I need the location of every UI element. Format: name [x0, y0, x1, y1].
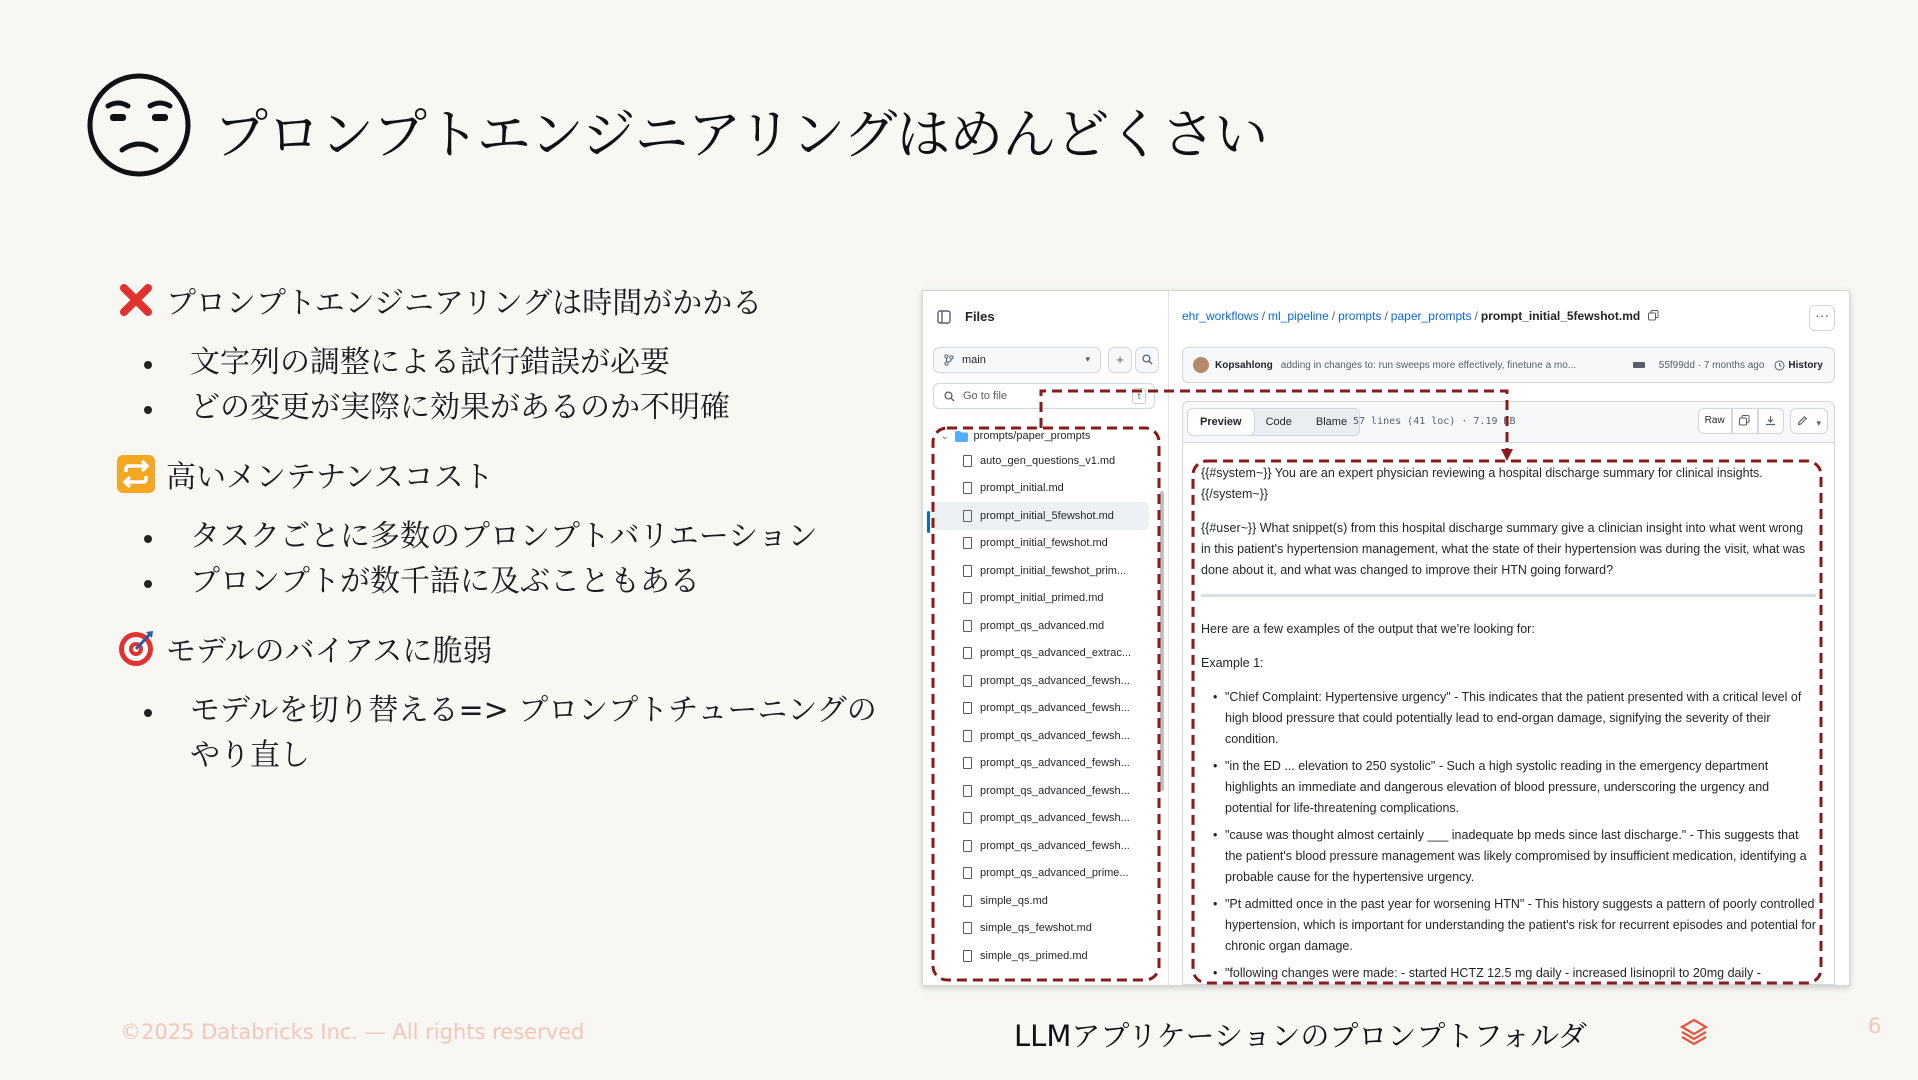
- file-name: simple_qs_primed.md: [980, 949, 1088, 962]
- commit-details-icon[interactable]: [1633, 362, 1645, 368]
- file-icon: [963, 757, 972, 769]
- section-heading: プロンプトエンジニアリングは時間がかかる: [166, 286, 763, 321]
- commit-message[interactable]: adding in changes to: run sweeps more effectively, finetune a mo...: [1280, 359, 1577, 371]
- list-item: モデルを切り替える=> プロンプトチューニングのやり直し: [116, 688, 906, 778]
- folder-name: prompts/paper_prompts: [973, 430, 1091, 442]
- file-icon: [963, 895, 972, 907]
- raw-button[interactable]: Raw: [1698, 408, 1732, 434]
- file-name: prompt_qs_advanced_fewsh...: [980, 757, 1130, 770]
- breadcrumb-link[interactable]: ml_pipeline: [1268, 309, 1329, 323]
- search-icon: [944, 391, 955, 402]
- file-icon: [963, 510, 972, 522]
- repeat-icon: [116, 454, 156, 494]
- tab-preview[interactable]: Preview: [1187, 408, 1255, 436]
- history-link[interactable]: History: [1788, 359, 1823, 371]
- branch-selector[interactable]: [933, 347, 1101, 373]
- file-name: prompt_qs_advanced_fewsh...: [980, 702, 1130, 715]
- tree-file-item[interactable]: [933, 750, 1149, 778]
- list-item: タスクごとに多数のプロンプトバリエーション: [116, 514, 906, 559]
- selected-indicator: [927, 511, 930, 533]
- cross-mark-icon: [116, 280, 156, 320]
- file-main-area: [1170, 291, 1849, 985]
- current-file-name: prompt_initial_5fewshot.md: [1480, 309, 1641, 323]
- tree-file-item[interactable]: [933, 667, 1149, 695]
- markdown-preview: [1182, 443, 1835, 985]
- github-file-view-screenshot: [922, 290, 1850, 986]
- tree-file-item[interactable]: [933, 447, 1149, 475]
- tree-folder[interactable]: [933, 425, 1149, 447]
- list-item: • "Chief Complaint: Hypertensive urgency" - This indicates that the patient presented with a critical level of high blood pressure that could potentially lead to end-organ damage, signifying the severity of their condition.: [1201, 687, 1816, 750]
- section-model-bias: [116, 626, 906, 670]
- tree-file-item[interactable]: [933, 777, 1149, 805]
- tree-file-item[interactable]: [933, 557, 1149, 585]
- tab-code[interactable]: Code: [1265, 416, 1292, 428]
- file-name: auto_gen_questions_v1.md: [980, 454, 1116, 467]
- file-icon: [963, 482, 972, 494]
- file-name: prompt_qs_advanced_extrac...: [980, 647, 1132, 660]
- section-maintenance: [116, 452, 906, 496]
- user-prompt-text: {{#user~}} What snippet(s) from this hospital discharge summary give a clinician insight into what went wrong in this patient's hypertension management, what the state of their hypertension was during the visit, what was done about it, and what was changed to improve their HTN going forward?: [1201, 521, 1806, 577]
- breadcrumb-repo-link[interactable]: ehr_workflows: [1182, 309, 1259, 323]
- branch-name: main: [962, 354, 986, 366]
- examples-intro: Here are a few examples of the output that we're looking for:: [1201, 622, 1535, 636]
- latest-commit-bar: [1182, 347, 1835, 383]
- go-to-file-placeholder: Go to file: [963, 390, 1008, 402]
- file-icon: [963, 592, 972, 604]
- tree-file-item[interactable]: [933, 475, 1149, 503]
- tree-file-item[interactable]: [933, 832, 1149, 860]
- shortcut-key: t: [1132, 388, 1146, 404]
- commit-hash-age[interactable]: 55f99dd · 7 months ago: [1658, 359, 1765, 371]
- list-item: • "in the ED ... elevation to 250 systolic" - Such a high systolic reading in the emergency department highlights an immediate and dangerous elevation of blood pressure, underscoring the urgency and potential for life-threatening complications.: [1201, 756, 1816, 819]
- tree-file-item[interactable]: [933, 640, 1149, 668]
- bullet-list: [116, 278, 906, 800]
- folder-icon: [955, 431, 968, 442]
- file-name: prompt_qs_advanced.md: [980, 619, 1105, 632]
- tree-file-item[interactable]: [933, 942, 1149, 970]
- example-bullets: [1201, 687, 1816, 984]
- list-item: • "Pt admitted once in the past year for worsening HTN" - This history suggests a pattern of poorly controlled hypertension, which is important for understanding the patient's risk for recurrent episodes and potential for chronic organ damage.: [1201, 894, 1816, 957]
- list-item: • "cause was thought almost certainly ___ inadequate bp meds since last discharge." - This suggests that the patient's blood pressure management was likely compromised by insufficient medication, identifying a probable cause for the hypertensive urgency.: [1201, 825, 1816, 888]
- search-icon: [1142, 354, 1153, 365]
- go-to-file-input[interactable]: [933, 383, 1155, 409]
- footer-copyright: ©2025 Databricks Inc. — All rights reserved: [120, 1020, 585, 1044]
- avatar: [1193, 357, 1209, 373]
- search-button[interactable]: [1135, 347, 1159, 373]
- databricks-logo-icon: [1680, 1018, 1708, 1048]
- file-icon: [963, 840, 972, 852]
- git-branch-icon: [944, 354, 954, 366]
- section-items: [116, 688, 906, 778]
- more-options-button[interactable]: ···: [1809, 305, 1835, 331]
- pencil-icon: [1797, 415, 1808, 426]
- file-icon: [963, 537, 972, 549]
- file-name: prompt_initial_primed.md: [980, 592, 1104, 605]
- breadcrumb: ehr_workflows / ml_pipeline / prompts / paper_prompts / prompt_initial_5fewshot.md: [1182, 309, 1659, 323]
- files-label: Files: [965, 309, 995, 324]
- chevron-down-icon: ▾: [1816, 418, 1821, 428]
- file-name: prompt_qs_advanced_fewsh...: [980, 784, 1130, 797]
- file-icon: [963, 730, 972, 742]
- file-icon: [963, 620, 972, 632]
- file-name: prompt_qs_advanced_fewsh...: [980, 839, 1130, 852]
- file-icon: [963, 922, 972, 934]
- history-icon: [1774, 360, 1785, 371]
- sidebar-scroll-thumb[interactable]: [1160, 491, 1164, 791]
- chevron-down-icon: ▾: [1085, 354, 1090, 364]
- target-icon: [116, 628, 156, 668]
- list-item: • "following changes were made: - started HCTZ 12.5 mg daily - increased lisinopril to 20mg daily -: [1201, 963, 1816, 984]
- slide-title: プロンプトエンジニアリングはめんどくさい: [214, 103, 1268, 166]
- tree-file-item[interactable]: [933, 530, 1149, 558]
- file-icon: [963, 565, 972, 577]
- edit-button[interactable]: [1790, 408, 1828, 434]
- tree-file-item[interactable]: [933, 860, 1149, 888]
- list-item: どの変更が実際に効果があるのか不明確: [116, 385, 906, 430]
- sidebar-toggle-icon[interactable]: [937, 310, 951, 324]
- tree-file-item[interactable]: [933, 695, 1149, 723]
- file-name: prompt_initial_fewshot.md: [980, 537, 1108, 550]
- section-time-cost: [116, 278, 906, 322]
- tab-blame[interactable]: Blame: [1315, 416, 1348, 428]
- page-number: 6: [1868, 1014, 1882, 1038]
- commit-author[interactable]: Kopsahlong: [1215, 359, 1273, 371]
- file-name: prompt_initial.md: [980, 482, 1064, 495]
- tree-file-item[interactable]: [933, 585, 1149, 613]
- tree-file-item[interactable]: [933, 915, 1149, 943]
- section-heading: モデルのバイアスに脆弱: [166, 634, 493, 669]
- file-tree-sidebar: [923, 291, 1169, 985]
- tree-file-item[interactable]: [933, 502, 1149, 530]
- file-name: prompt_qs_advanced_fewsh...: [980, 729, 1130, 742]
- file-viewer-toolbar: [1182, 401, 1835, 443]
- list-item: プロンプトが数千語に及ぶこともある: [116, 559, 906, 604]
- copy-path-icon[interactable]: [1648, 310, 1659, 321]
- file-name: prompt_initial_5fewshot.md: [980, 509, 1114, 522]
- tree-file-item[interactable]: [933, 722, 1149, 750]
- file-icon: [963, 867, 972, 879]
- file-name: prompt_qs_advanced_fewsh...: [980, 812, 1130, 825]
- chevron-down-icon: ⌄: [941, 430, 949, 441]
- section-items: [116, 340, 906, 430]
- view-mode-tabs: [1187, 408, 1360, 436]
- file-name: simple_qs.md: [980, 894, 1048, 907]
- tree-file-item[interactable]: [933, 887, 1149, 915]
- divider: [1201, 594, 1816, 597]
- tree-file-item[interactable]: [933, 805, 1149, 833]
- file-name: prompt_initial_fewshot_prim...: [980, 564, 1127, 577]
- file-icon: [963, 702, 972, 714]
- copy-raw-button[interactable]: [1732, 408, 1758, 434]
- copy-icon: [1739, 415, 1750, 426]
- file-icon: [963, 647, 972, 659]
- file-icon: [963, 950, 972, 962]
- file-meta: 57 lines (41 loc) · 7.19 KB: [1353, 416, 1516, 427]
- add-file-button[interactable]: +: [1108, 347, 1132, 373]
- file-tree: [933, 425, 1149, 970]
- file-icon: [963, 812, 972, 824]
- file-icon: [963, 675, 972, 687]
- file-name: prompt_qs_advanced_fewsh...: [980, 674, 1130, 687]
- section-heading: 高いメンテナンスコスト: [166, 460, 494, 495]
- files-header: [937, 309, 995, 324]
- tree-file-item[interactable]: [933, 612, 1149, 640]
- file-name: prompt_qs_advanced_prime...: [980, 867, 1129, 880]
- file-icon: [963, 785, 972, 797]
- list-item: 文字列の調整による試行錯誤が必要: [116, 340, 906, 385]
- download-icon: [1765, 415, 1776, 426]
- figure-caption: LLMアプリケーションのプロンプトフォルダ: [1014, 1019, 1587, 1053]
- file-name: simple_qs_fewshot.md: [980, 922, 1092, 935]
- file-actions: [1698, 408, 1828, 434]
- file-list: [933, 447, 1149, 970]
- breadcrumb-link[interactable]: prompts: [1338, 309, 1382, 323]
- download-button[interactable]: [1758, 408, 1784, 434]
- section-items: [116, 514, 906, 604]
- breadcrumb-link[interactable]: paper_prompts: [1390, 309, 1472, 323]
- system-prompt-text: {{#system~}} You are an expert physician reviewing a hospital discharge summary for clinical insights. {{/system~}}: [1201, 466, 1763, 501]
- example-label: Example 1:: [1201, 656, 1264, 670]
- file-icon: [963, 455, 972, 467]
- unamused-face-icon: [86, 72, 192, 178]
